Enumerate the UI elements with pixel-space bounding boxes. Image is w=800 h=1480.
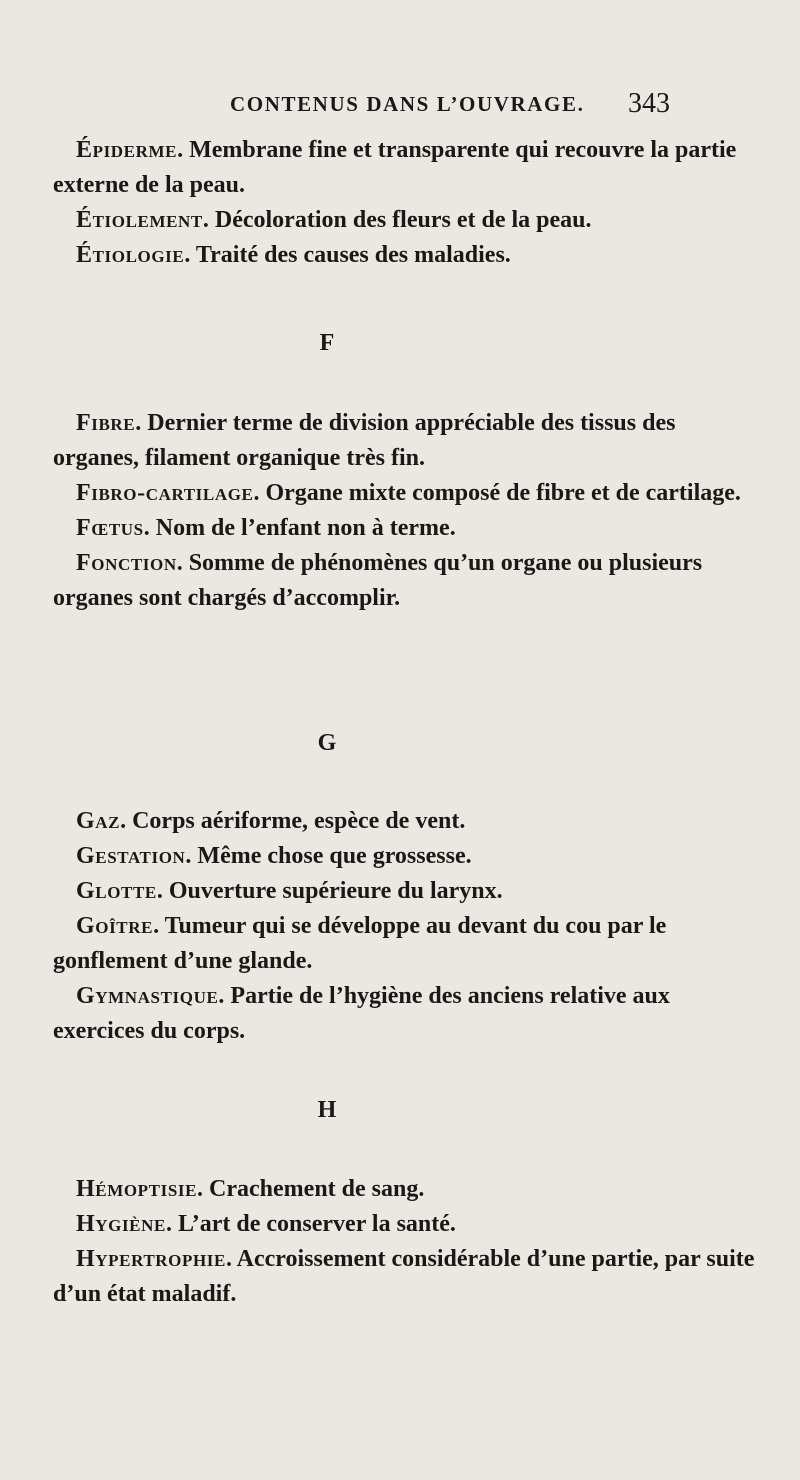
entry-term: Étiologie bbox=[76, 242, 185, 268]
entry-term: Gymnastique bbox=[76, 983, 219, 1009]
entry-definition: Membrane fine et transparente qui recouvre la partie externe de la peau. bbox=[53, 137, 737, 198]
entry-term: Fibre bbox=[76, 410, 136, 436]
section-h-entries bbox=[53, 1172, 763, 1312]
entry-definition: Organe mixte composé de fibre et de cartilage. bbox=[265, 480, 741, 506]
entry-term: Fonction bbox=[76, 550, 177, 576]
glossary-entry: Hygiène. L’art de conserver la santé. bbox=[76, 1211, 456, 1237]
entry-term: Glotte bbox=[76, 878, 157, 904]
entry-definition: Ouverture supérieure du larynx. bbox=[168, 878, 503, 904]
section-e-entries bbox=[53, 133, 763, 273]
entry-definition: Traité des causes des maladies. bbox=[195, 242, 511, 268]
glossary-entry: Fœtus. Nom de l’enfant non à terme. bbox=[76, 515, 456, 541]
glossary-entry: Glotte. Ouverture supérieure du larynx. bbox=[76, 878, 503, 904]
glossary-entry: Fibro-cartilage. Organe mixte composé de fibre et de cartilage. bbox=[76, 480, 741, 506]
entry-definition: Nom de l’enfant non à terme. bbox=[155, 515, 456, 541]
entry-term: Étiolement bbox=[76, 207, 203, 233]
glossary-entry: Étiologie. Traité des causes des maladies. bbox=[76, 242, 511, 268]
entry-definition: Corps aériforme, espèce de vent. bbox=[132, 808, 466, 834]
running-head bbox=[230, 88, 670, 122]
glossary-entry: Hémoptisie. Crachement de sang. bbox=[76, 1176, 425, 1202]
entry-definition: Somme de phénomènes qu’un organe ou plusieurs organes sont chargés d’accomplir. bbox=[53, 550, 703, 611]
entry-term: Gestation bbox=[76, 843, 186, 869]
glossary-entry: Hypertrophie. Accroissement considérable d’une partie, par suite d’un état maladif. bbox=[53, 1246, 755, 1307]
glossary-entry: Épiderme. Membrane fine et transparente qui recouvre la partie externe de la peau. bbox=[53, 137, 737, 198]
entry-definition: Accroissement considérable d’une partie, par suite d’un état maladif. bbox=[53, 1246, 755, 1307]
entry-definition: Crachement de sang. bbox=[209, 1176, 425, 1202]
section-letter-h: H bbox=[317, 1097, 337, 1123]
glossary-entry: Gymnastique. Partie de l’hygiène des anciens relative aux exercices du corps. bbox=[53, 983, 670, 1044]
entry-term: Hémoptisie bbox=[76, 1176, 198, 1202]
entry-term: Hypertrophie bbox=[76, 1246, 226, 1272]
entry-definition: Tumeur qui se développe au devant du cou par le gonflement d’une glande. bbox=[53, 913, 667, 974]
entry-term: Épiderme bbox=[76, 137, 178, 163]
entry-definition: Partie de l’hygiène des anciens relative aux exercices du corps. bbox=[53, 983, 670, 1044]
entry-term: Fœtus bbox=[76, 515, 144, 541]
running-title: CONTENUS DANS L’OUVRAGE. bbox=[230, 92, 585, 116]
entry-definition: L’art de conserver la santé. bbox=[177, 1211, 456, 1237]
page-number: 343 bbox=[628, 88, 670, 119]
section-letter-g: G bbox=[317, 730, 337, 756]
glossary-entry: Goître. Tumeur qui se développe au devant du cou par le gonflement d’une glande. bbox=[53, 913, 667, 974]
entry-definition: Dernier terme de division appréciable des tissus des organes, filament organique très fin. bbox=[53, 410, 676, 471]
section-f-entries bbox=[53, 406, 763, 616]
glossary-entry: Fonction. Somme de phénomènes qu’un organe ou plusieurs organes sont chargés d’accomplir. bbox=[53, 550, 703, 611]
glossary-entry: Étiolement. Décoloration des fleurs et de la peau. bbox=[76, 207, 592, 233]
section-letter-f: F bbox=[319, 330, 335, 356]
entry-term: Goître bbox=[76, 913, 154, 939]
glossary-entry: Fibre. Dernier terme de division appréciable des tissus des organes, filament organique très fin. bbox=[53, 410, 676, 471]
glossary-entry: Gaz. Corps aériforme, espèce de vent. bbox=[76, 808, 466, 834]
entry-term: Fibro-cartilage bbox=[76, 480, 254, 506]
glossary-entry: Gestation. Même chose que grossesse. bbox=[76, 843, 472, 869]
entry-definition: Même chose que grossesse. bbox=[197, 843, 472, 869]
section-g-entries bbox=[53, 804, 763, 1049]
entry-term: Hygiène bbox=[76, 1211, 166, 1237]
entry-term: Gaz bbox=[76, 808, 121, 834]
entry-definition: Décoloration des fleurs et de la peau. bbox=[214, 207, 592, 233]
